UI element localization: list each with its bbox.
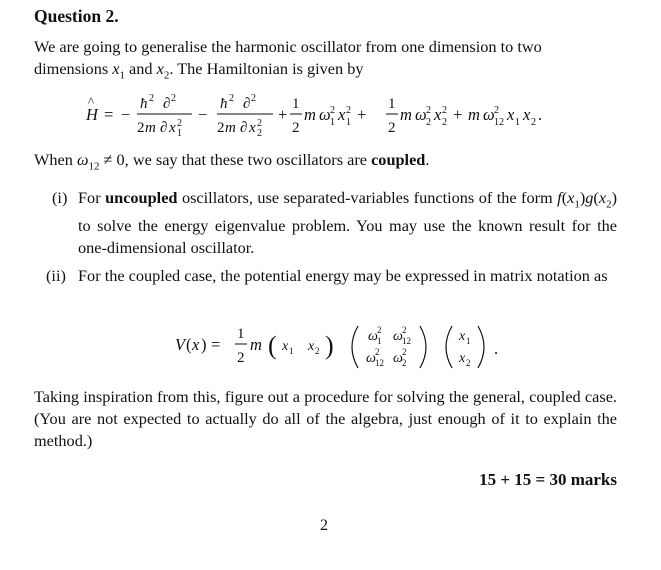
svg-text:x: x — [434, 105, 442, 124]
svg-text:m: m — [225, 120, 236, 136]
svg-text:2: 2 — [388, 120, 396, 136]
svg-text:−: − — [198, 105, 208, 124]
svg-text:1: 1 — [330, 117, 335, 128]
svg-text:∂: ∂ — [243, 96, 251, 112]
svg-text:ω: ω — [366, 351, 376, 366]
svg-text:m: m — [145, 120, 156, 136]
svg-text:1: 1 — [515, 117, 520, 128]
svg-text:2: 2 — [442, 117, 447, 128]
svg-text:x: x — [459, 329, 466, 344]
svg-text:2: 2 — [442, 105, 447, 116]
svg-text:2: 2 — [251, 93, 256, 104]
svg-text:H: H — [86, 105, 98, 124]
svg-text:2: 2 — [149, 93, 154, 104]
svg-text:1: 1 — [346, 117, 351, 128]
svg-text:1: 1 — [388, 96, 396, 112]
svg-text:+: + — [453, 105, 463, 124]
svg-text:m: m — [468, 105, 480, 124]
svg-text:V: V — [175, 335, 186, 354]
svg-text:ω: ω — [319, 105, 331, 124]
svg-text:2: 2 — [426, 117, 431, 128]
svg-text:ħ: ħ — [220, 96, 228, 112]
intro-line-1: We are going to generalise the harmonic oscillator from one dimension to two — [34, 37, 542, 56]
svg-text:2: 2 — [330, 105, 335, 116]
svg-text:2: 2 — [257, 128, 262, 139]
svg-text:): ) — [201, 335, 207, 354]
svg-text:2: 2 — [531, 117, 536, 128]
svg-text:=: = — [104, 105, 114, 124]
svg-text:x: x — [507, 105, 515, 124]
svg-text:12: 12 — [494, 117, 504, 128]
svg-text:ω: ω — [415, 105, 427, 124]
svg-text:=: = — [211, 335, 221, 354]
svg-text:2: 2 — [402, 347, 407, 357]
svg-text:∂: ∂ — [163, 96, 171, 112]
svg-text:2: 2 — [375, 347, 380, 357]
marks-total: 15 + 15 = 30 marks — [479, 470, 617, 489]
final-instruction: Taking inspiration from this, figure out a procedure for solving the general, coupled case. (You are not expected to actually do all of the algebra, just enough of it to explain the method.) — [34, 387, 617, 450]
svg-text:x: x — [338, 105, 346, 124]
svg-text:.: . — [494, 339, 499, 358]
svg-text:(: ( — [268, 331, 277, 360]
svg-text:+: + — [357, 105, 367, 124]
svg-text:): ) — [325, 331, 334, 360]
svg-text:∂: ∂ — [160, 120, 168, 136]
svg-text:x: x — [308, 339, 315, 354]
svg-text:2: 2 — [229, 93, 234, 104]
svg-text:2: 2 — [257, 118, 262, 129]
svg-text:2: 2 — [177, 118, 182, 129]
svg-text:1: 1 — [289, 346, 294, 356]
item-i-number: (i) — [52, 188, 68, 207]
svg-text:ω: ω — [483, 105, 495, 124]
svg-text:.: . — [538, 105, 543, 124]
svg-text:ħ: ħ — [140, 96, 148, 112]
svg-text:2: 2 — [402, 325, 407, 335]
potential-matrix-equation — [0, 318, 661, 378]
svg-text:x: x — [192, 335, 200, 354]
svg-text:1: 1 — [466, 336, 471, 346]
svg-text:(: ( — [186, 335, 192, 354]
svg-text:12: 12 — [402, 336, 411, 346]
svg-text:m: m — [304, 105, 316, 124]
intro-line-2: dimensions $x_1$ and $x_2$. The Hamiltonian is given by — [34, 59, 364, 82]
svg-text:1: 1 — [377, 336, 382, 346]
svg-text:m: m — [400, 105, 412, 124]
svg-text:+: + — [278, 105, 288, 124]
svg-text:12: 12 — [375, 358, 384, 368]
svg-text:2: 2 — [402, 358, 407, 368]
svg-text:∂: ∂ — [240, 120, 248, 136]
svg-text:2: 2 — [466, 358, 471, 368]
svg-text:ω: ω — [393, 351, 403, 366]
svg-text:2: 2 — [426, 105, 431, 116]
svg-text:2: 2 — [237, 350, 245, 366]
svg-text:−: − — [121, 105, 131, 124]
item-ii-text: For the coupled case, the potential energy may be expressed in matrix notation as — [78, 266, 608, 285]
svg-text:2: 2 — [315, 346, 320, 356]
svg-text:m: m — [250, 335, 262, 354]
svg-text:x: x — [169, 120, 176, 136]
svg-text:2: 2 — [171, 93, 176, 104]
svg-text:ω: ω — [393, 329, 403, 344]
svg-text:2: 2 — [494, 105, 499, 116]
question-title: Question 2. — [34, 6, 119, 26]
svg-text:x: x — [249, 120, 256, 136]
svg-text:^: ^ — [88, 94, 95, 109]
svg-text:1: 1 — [292, 96, 300, 112]
svg-text:2: 2 — [377, 325, 382, 335]
coupled-definition: When $\omega_{12} \ne 0$, we say that these two oscillators are coupled. — [34, 150, 430, 173]
svg-text:2: 2 — [217, 120, 225, 136]
svg-text:ω: ω — [368, 329, 378, 344]
svg-text:2: 2 — [137, 120, 145, 136]
svg-text:1: 1 — [177, 128, 182, 139]
svg-text:2: 2 — [292, 120, 300, 136]
svg-text:x: x — [282, 339, 289, 354]
page-number: 2 — [320, 517, 328, 534]
svg-text:1: 1 — [237, 326, 245, 342]
svg-text:x: x — [459, 351, 466, 366]
item-i-text: For uncoupled oscillators, use separated-variables functions of the form $f(x_1)g(x_2)$ to solve the energy eigenvalue problem. You may use the known result for the one-dimensional oscillator. — [78, 188, 617, 258]
svg-text:x: x — [523, 105, 531, 124]
svg-text:2: 2 — [346, 105, 351, 116]
hamiltonian-equation — [0, 88, 661, 148]
item-ii-number: (ii) — [46, 266, 66, 285]
